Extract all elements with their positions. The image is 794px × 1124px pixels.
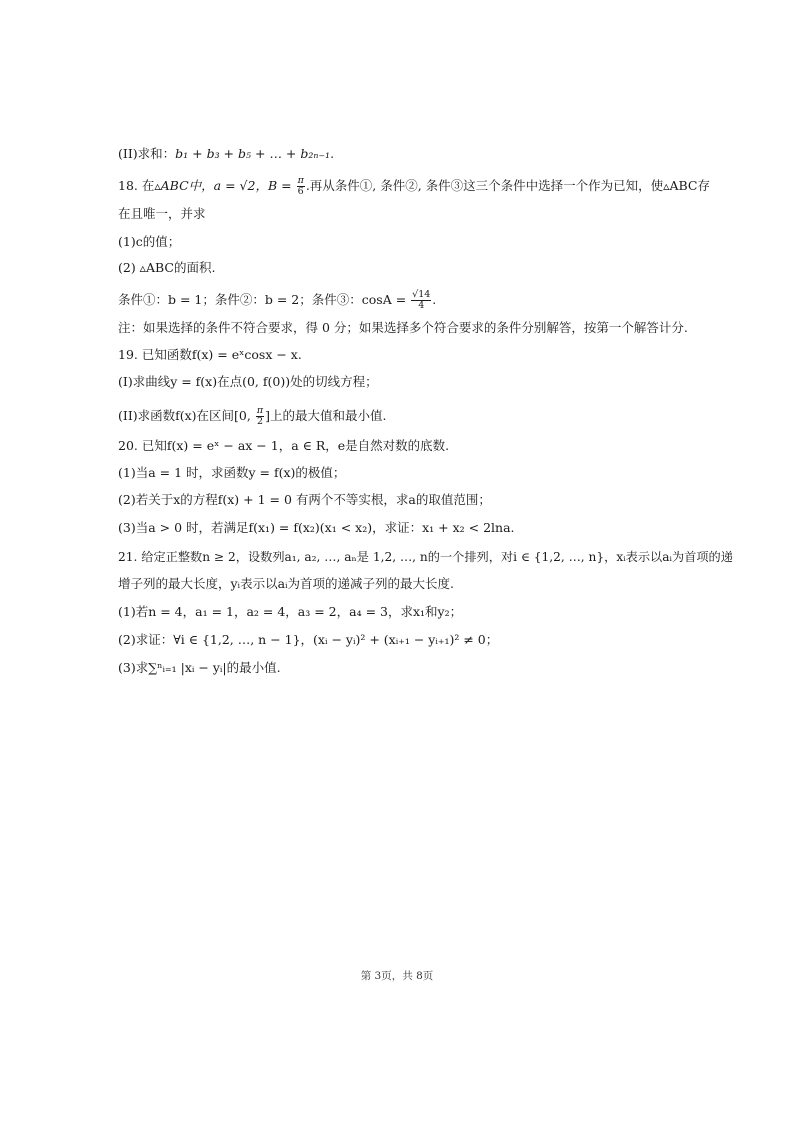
q20-part-1: (1)当a = 1 时，求函数y = f(x)的极值； xyxy=(118,465,346,480)
q18-conditions: 条件①：b = 1；条件②：b = 2；条件③：cosA = $\frac{√14}{4}$ . xyxy=(118,289,437,311)
fraction-pi-over-2: $\frac{\pi}{2}$ xyxy=(256,405,264,427)
q21-part-1: (1)若n = 4，a₁ = 1，a₂ = 4，a₃ = 2，a₄ = 3，求x₁和y₂； xyxy=(118,604,463,619)
page-footer: 第 3页，共 8页 xyxy=(360,970,434,982)
q19-part-2: (II)求函数f(x)在区间[0, $\frac{\pi}{2}$ ]上的最大值和最小值. xyxy=(118,405,387,427)
fraction-sqrt14-over-4: $\frac{√14}{4}$ xyxy=(412,289,431,311)
q20-part-2: (2)若关于x的方程f(x) + 1 = 0 有两个不等实根，求a的取值范围； xyxy=(118,492,491,507)
q21-part-2: (2)求证：∀i ∈ {1,2, …, n − 1}，(xᵢ − yᵢ)² + (xᵢ₊₁ − yᵢ₊₁)² ≠ 0； xyxy=(118,632,499,647)
q18-stem-cont: 在且唯一，并求 xyxy=(118,206,206,221)
q17-part-ii: (II)求和：b₁ + b₃ + b₅ + … + b₂ₙ₋₁. xyxy=(118,146,335,161)
q18-note: 注：如果选择的条件不符合要求，得 0 分；如果选择多个符合要求的条件分别解答，按第一个解答计分. xyxy=(118,320,688,335)
q19-part-1: (I)求曲线y = f(x)在点(0, f(0))处的切线方程； xyxy=(118,374,378,389)
fraction-pi-over-6: $\frac{\pi}{6}$ xyxy=(297,175,304,197)
q21-stem: 21. 给定正整数n ≥ 2，设数列a₁, a₂, …, aₙ是 1,2, …, n的一个排列，对i ∈ {1,2, …, n}，xᵢ表示以aᵢ为首项的递 xyxy=(118,550,733,564)
q20-part-3: (3)当a > 0 时，若满足f(x₁) = f(x₂)(x₁ < x₂)，求证：x₁ + x₂ < 2lna. xyxy=(118,520,515,535)
q21-part-3: (3)求∑ⁿᵢ₌₁ |xᵢ − yᵢ|的最小值. xyxy=(118,660,281,675)
q18-part-1: (1)c的值； xyxy=(118,234,181,249)
q18-part-2: (2) ▵ABC的面积. xyxy=(118,260,216,275)
q18-stem: 18. 在▵ABC中，a = √2，B = $\frac{\pi}{6}$ .再从条件①, 条件②, 条件③这三个条件中选择一个作为已知，使▵ABC存 xyxy=(118,175,710,197)
q20-stem: 20. 已知f(x) = eˣ − ax − 1，a ∈ R，e是自然对数的底数. xyxy=(118,438,450,453)
q19-stem: 19. 已知函数f(x) = eˣcosx − x. xyxy=(118,347,302,362)
q21-stem-cont: 增子列的最大长度，yᵢ表示以aᵢ为首项的递减子列的最大长度. xyxy=(118,576,455,591)
